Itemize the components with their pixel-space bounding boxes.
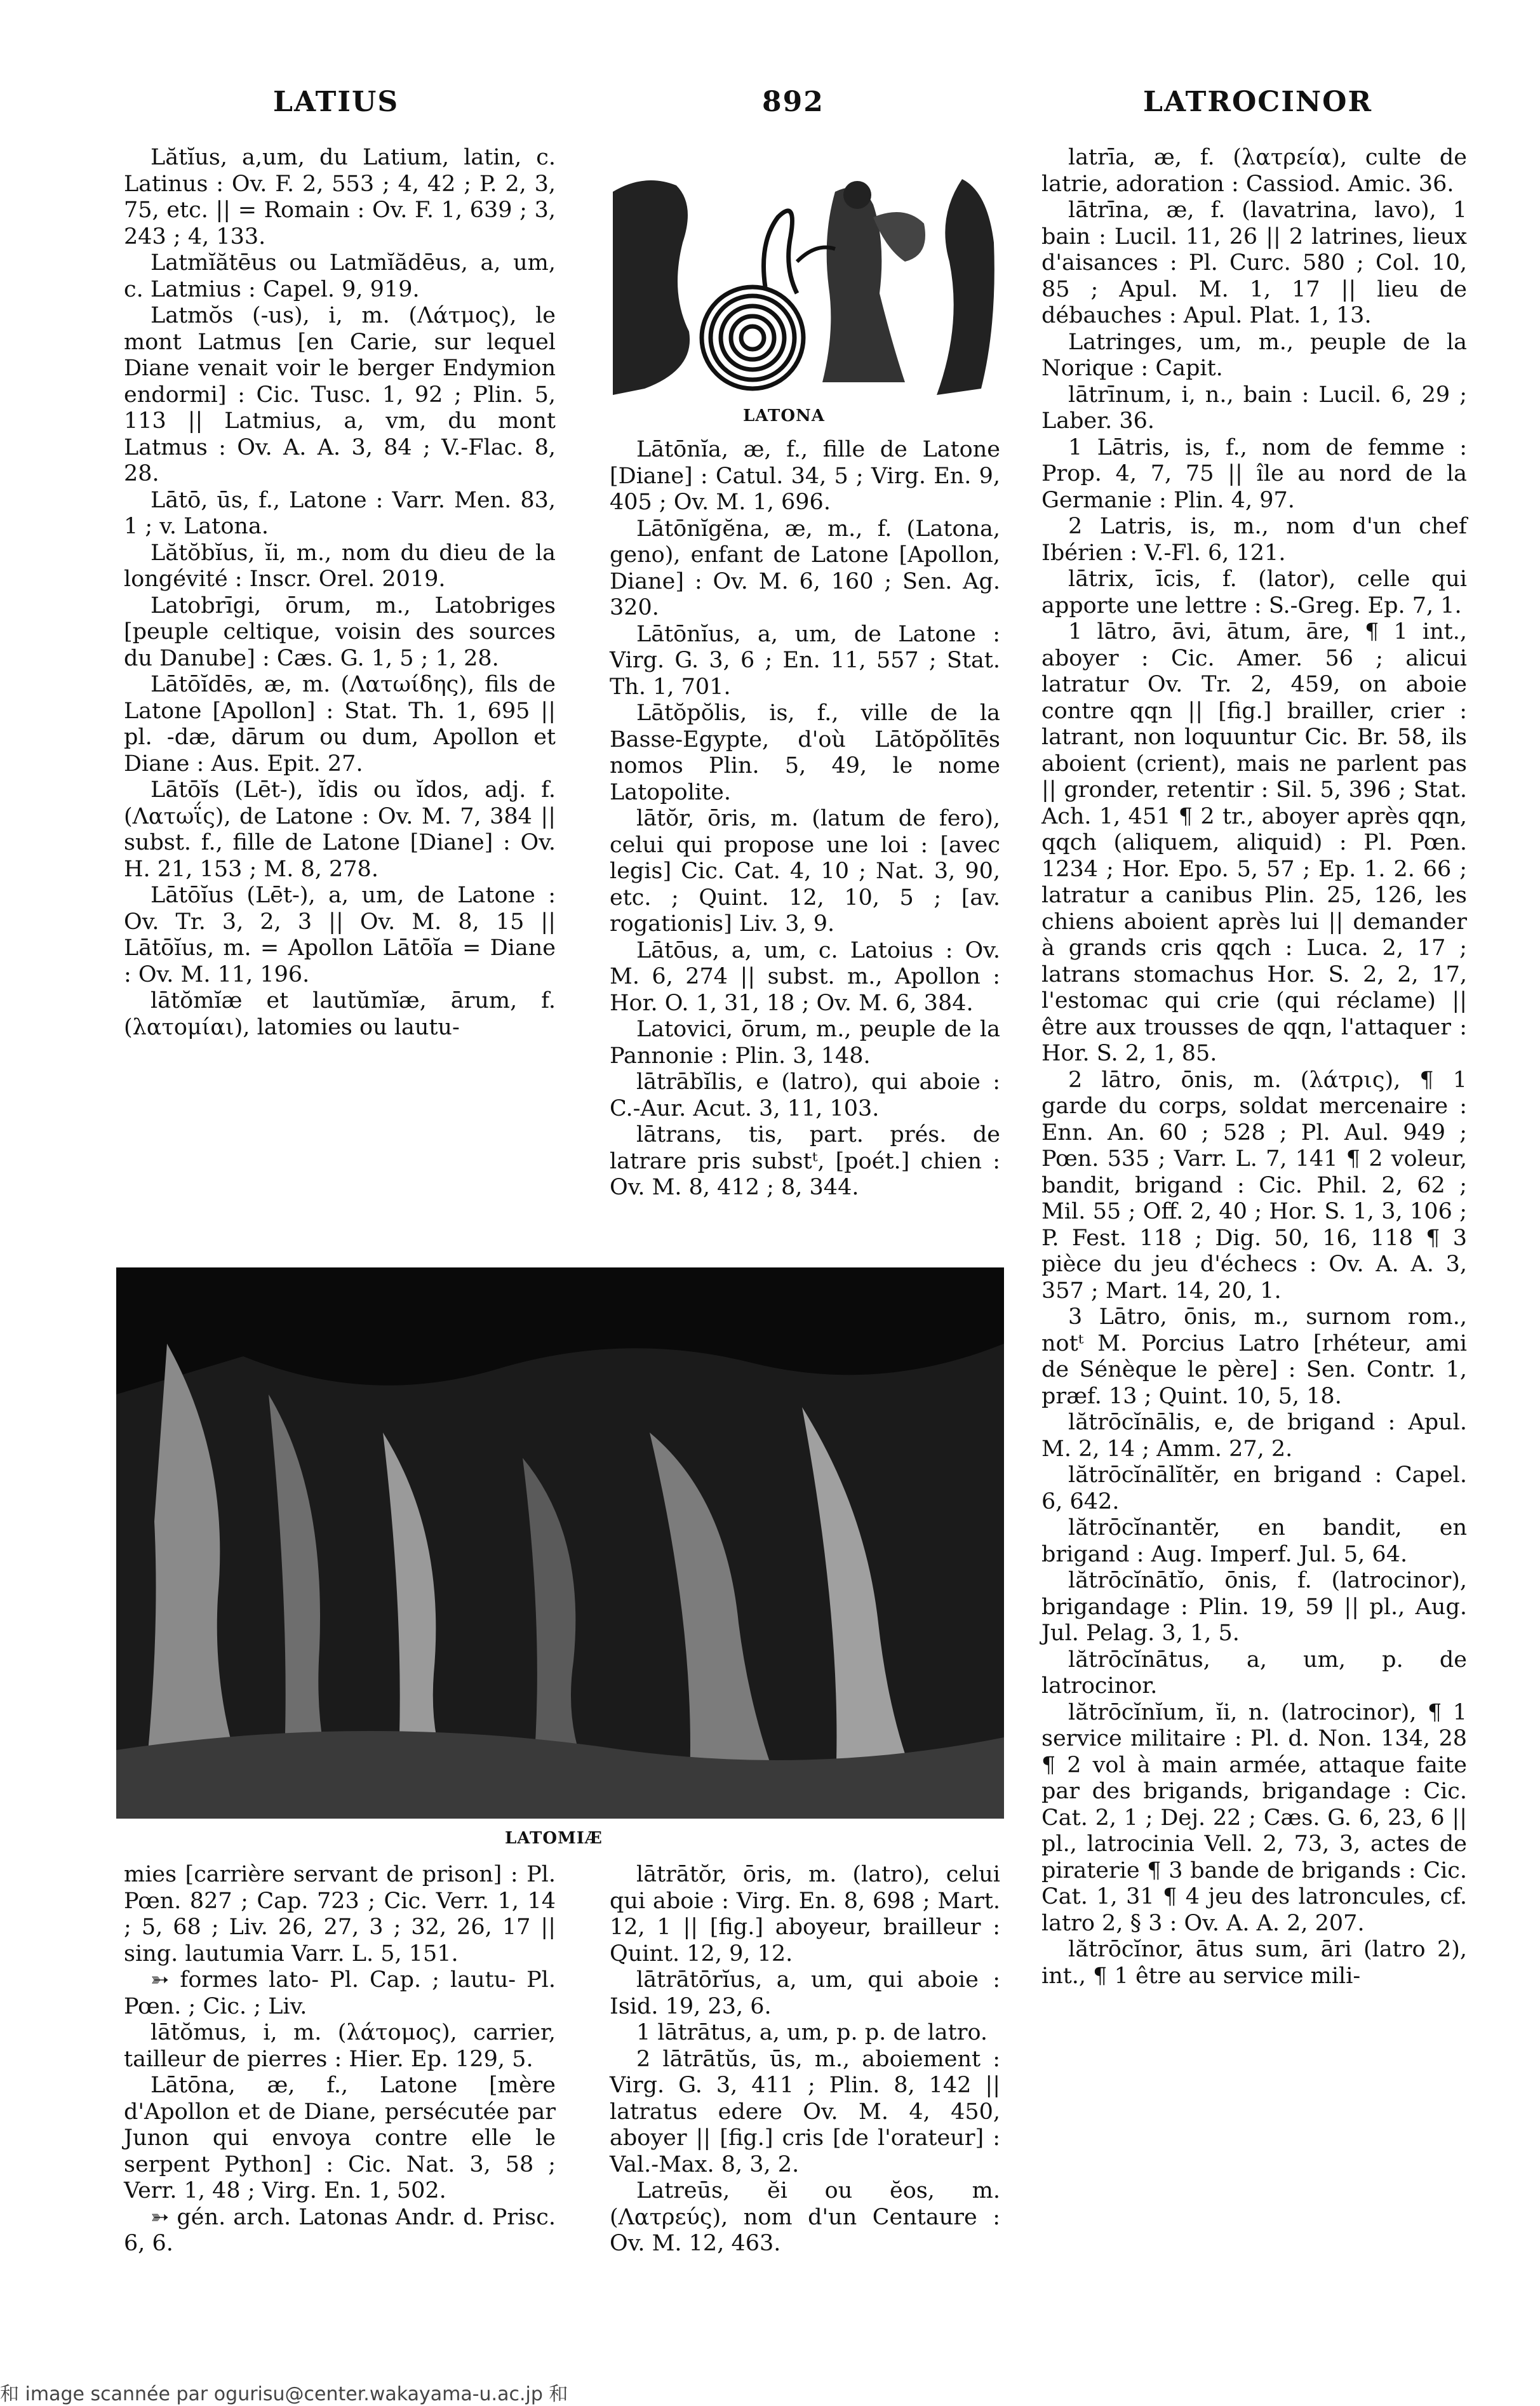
entry-latoides: Lātōĭdēs, æ, m. (Λατωίδης), fils de Latone [Apollon] : Stat. Th. 1, 695 || pl. -dæ, dārum ou dum, Apollon et Diane : Aus. Epit. 27.	[124, 672, 556, 777]
header-left-guideword: LATIUS	[273, 86, 399, 118]
entry-lator: lātŏr, ōris, m. (latum de fero), celui qui propose une loi : [avec legis] Cic. Cat. 4, 10 ; Nat. 3, 90, etc. ; Quint. 12, 10, 5 ; [av. rogationis] Liv. 3, 9.	[610, 806, 1000, 937]
column-middle-lower	[610, 1862, 1000, 2257]
latomiae-engraving	[116, 1267, 1004, 1819]
entry-latobius: Lătŏbĭus, ĭi, m., nom du dieu de la longévité : Inscr. Orel. 2019.	[124, 540, 556, 592]
entry-latro-3: 3 Lātro, ōnis, m., surnom rom., notᵗ M. Porcius Latro [rhéteur, ami de Sénèque le père] : Sen. Contr. 1, præf. 13 ; Quint. 10, 5, 18.	[1041, 1304, 1467, 1409]
column-middle-upper	[610, 437, 1000, 1201]
latona-illustration	[606, 166, 1001, 400]
entry-latrator: lātrātŏr, ōris, m. (latro), celui qui aboie : Virg. En. 8, 698 ; Mart. 12, 1 || [fig.] aboyeur, brailleur : Quint. 12, 9, 12.	[610, 1862, 1000, 1967]
entry-latrina: lātrīna, æ, f. (lavatrina, lavo), 1 bain : Lucil. 11, 26 || 2 latrines, lieux d'aisances : Pl. Curc. 580 ; Col. 10, 85 ; Apul. M. 1, 17 || lieu de débauches : Apul. Plat. 1, 13.	[1041, 197, 1467, 328]
entry-latrans: lātrans, tis, part. prés. de latrare pris substᵗ, [poét.] chien : Ov. M. 8, 412 ; 8, 344.	[610, 1122, 1000, 1200]
scan-credit-footer: 和 image scannée par ogurisu@center.wakayama-u.ac.jp 和	[0, 2383, 568, 2405]
entry-latrocinatio: lătrōcĭnātĭo, ōnis, f. (latrocinor), brigandage : Plin. 19, 59 || pl., Aug. Jul. Pelag. 3, 1, 5.	[1041, 1568, 1467, 1646]
entry-latobrigi: Latobrīgi, ōrum, m., Latobriges [peuple celtique, voisin des sources du Danube] : Cæs. G. 1, 5 ; 1, 28.	[124, 592, 556, 671]
header-right-guideword: LATROCINOR	[1143, 86, 1373, 118]
entry-latomus: lātŏmus, i, m. (λάτομος), carrier, tailleur de pierres : Hier. Ep. 129, 5.	[124, 2020, 556, 2072]
entry-latrocinium: lătrōcĭnĭum, ĭi, n. (latrocinor), ¶ 1 service militaire : Pl. d. Non. 134, 28 ¶ 2 vol à main armée, attaque faite par des brigands, brigandage : Cic. Cat. 2, 1 ; Dej. 22 ; Cæs. G. 6, 23, 6 || pl., latrocinia Vell. 2, 73, 3, actes de piraterie ¶ 3 bande de brigands : Cic. Cat. 1, 31 ¶ 4 jeu des latroncules, cf. latro 2, § 3 : Ov. A. A. 2, 207.	[1041, 1699, 1467, 1936]
entry-latrocinalis: lătrōcĭnālis, e, de brigand : Apul. M. 2, 14 ; Amm. 27, 2.	[1041, 1410, 1467, 1462]
entry-latrocinaliter: lătrōcĭnālĭtĕr, en brigand : Capel. 6, 642.	[1041, 1462, 1467, 1514]
entry-latomiae: lātŏmĭæ et lautŭmĭæ, ārum, f. (λατομίαι), latomies ou lautu-	[124, 988, 556, 1040]
entry-latonia: Lātōnĭa, æ, f., fille de Latone [Diane] : Catul. 34, 5 ; Virg. En. 9, 405 ; Ov. M. 1, 696.	[610, 437, 1000, 515]
entry-lato: Lātō, ūs, f., Latone : Varr. Men. 83, 1 ; v. Latona.	[124, 487, 556, 539]
note-gen-arch-latonas: ➳ gén. arch. Latonas Andr. d. Prisc. 6, 6.	[124, 2204, 556, 2256]
entry-latro-2: 2 lātro, ōnis, m. (λάτρις), ¶ 1 garde du corps, soldat mercenaire : Enn. An. 60 ; 528 ; Pl. Aul. 949 ; Pœn. 535 ; Varr. L. 7, 141 ¶ 2 voleur, bandit, brigand : Cic. Phil. 2, 62 ; Mil. 55 ; Off. 2, 40 ; Hor. S. 1, 3, 106 ; P. Fest. 118 ; Dig. 50, 16, 118 ¶ 3 pièce du jeu d'échecs : Ov. A. A. 3, 357 ; Mart. 14, 20, 1.	[1041, 1067, 1467, 1304]
entry-latrocinatus: lătrōcĭnātus, a, um, p. de latrocinor.	[1041, 1647, 1467, 1699]
entry-latrix: lātrix, īcis, f. (lator), celle qui apporte une lettre : S.-Greg. Ep. 7, 1.	[1041, 566, 1467, 618]
entry-latrinum: lātrīnum, i, n., bain : Lucil. 6, 29 ; Laber. 36.	[1041, 382, 1467, 434]
entry-latria: latrīa, æ, f. (λατρεία), culte de latrie, adoration : Cassiod. Amic. 36.	[1041, 145, 1467, 197]
page-number: 892	[762, 86, 824, 118]
latona-engraving	[606, 166, 1001, 400]
entry-latonigena: Lātōnĭgĕna, æ, m., f. (Latona, geno), enfant de Latone [Apollon, Diane] : Ov. M. 6, 160 ; Sen. Ag. 320.	[610, 516, 1000, 620]
entry-latonius: Lātōnĭus, a, um, de Latone : Virg. G. 3, 6 ; En. 11, 557 ; Stat. Th. 1, 701.	[610, 621, 1000, 700]
latomiae-caption: LATOMIÆ	[505, 1829, 603, 1848]
entry-latous: Lātōus, a, um, c. Latoius : Ov. M. 6, 274 || subst. m., Apollon : Hor. O. 1, 31, 18 ; Ov. M. 6, 384.	[610, 937, 1000, 1016]
entry-latro-1: 1 lātro, āvi, ātum, āre, ¶ 1 int., aboyer : Cic. Amer. 56 ; alicui latratur Ov. Tr. 2, 459, on aboie contre qqn || [fig.] brailler, crier : latrant, non loquuntur Cic. Br. 58, ils aboient (crient), mais ne parlent pas || gronder, retentir : Sil. 5, 396 ; Stat. Ach. 1, 451 ¶ 2 tr., aboyer après qqn, qqch (aliquem, aliquid) : Pl. Pœn. 1234 ; Hor. Epo. 5, 57 ; Ep. 1. 2. 66 ; latratur a canibus Plin. 25, 126, les chiens aboient après lui || demander à grands cris qqch : Luca. 2, 17 ; latrans stomachus Hor. S. 2, 2, 17, l'estomac qui crie (qui réclame) || être aux trousses de qqn, l'attaquer : Hor. S. 2, 1, 85.	[1041, 619, 1467, 1066]
entry-latius: Lătĭus, a,um, du Latium, latin, c. Latinus : Ov. F. 2, 553 ; 4, 42 ; P. 2, 3, 75, etc. || = Romain : Ov. F. 1, 639 ; 3, 243 ; 4, 133.	[124, 145, 556, 250]
latona-caption: LATONA	[743, 406, 825, 425]
entry-latris-2: 2 Latris, is, m., nom d'un chef Ibérien : V.-Fl. 6, 121.	[1041, 514, 1467, 566]
entry-latrocinor: lătrōcĭnor, ātus sum, āri (latro 2), int., ¶ 1 être au service mili-	[1041, 1937, 1467, 1989]
entry-latreus: Latreūs, ĕi ou ĕos, m. (Λατρεύς), nom d'un Centaure : Ov. M. 12, 463.	[610, 2178, 1000, 2256]
entry-latopolis: Lātŏpŏlis, is, f., ville de la Basse-Egypte, d'où Lātŏpŏlītēs nomos Plin. 5, 49, le nome Latopolite.	[610, 700, 1000, 805]
entry-latratus-2: 2 lātrātŭs, ūs, m., aboiement : Virg. G. 3, 411 ; Plin. 8, 142 || latratus edere Ov. M. 4, 450, aboyer || [fig.] cris [de l'orateur] : Val.-Max. 8, 3, 2.	[610, 2046, 1000, 2177]
column-left-upper	[124, 145, 556, 1041]
entry-latoius: Lātōĭus (Lēt-), a, um, de Latone : Ov. Tr. 3, 2, 3 || Ov. M. 8, 15 || Lātōĭus, m. = Apollon Lātōĭa = Diane : Ov. M. 11, 196.	[124, 883, 556, 987]
entry-latringes: Latringes, um, m., peuple de la Norique : Capit.	[1041, 329, 1467, 381]
entry-latrocinanter: lătrōcĭnantĕr, en bandit, en brigand : Aug. Imperf. Jul. 5, 64.	[1041, 1515, 1467, 1567]
entry-latrabilis: lātrābĭlis, e (latro), qui aboie : C.-Aur. Acut. 3, 11, 103.	[610, 1069, 1000, 1121]
entry-latmos: Latmŏs (-us), i, m. (Λάτμος), le mont Latmus [en Carie, sur lequel Diane venait voir le berger Endymion endormi] : Cic. Tusc. 1, 92 ; Plin. 5, 113 || Latmius, a, vm, du mont Latmus : Ov. A. A. 3, 84 ; V.-Flac. 8, 28.	[124, 303, 556, 486]
entry-latratus-1: 1 lātrātus, a, um, p. p. de latro.	[636, 2020, 988, 2045]
entry-latmiateus: Latmĭătēus ou Latmĭădēus, a, um, c. Latmius : Capel. 9, 919.	[124, 250, 556, 302]
note-formes-lato: ➳ formes lato- Pl. Cap. ; lautu- Pl. Pœn. ; Cic. ; Liv.	[124, 1967, 556, 2019]
entry-latovici: Latovici, ōrum, m., peuple de la Pannonie : Plin. 3, 148.	[610, 1017, 1000, 1069]
entry-latris-1: 1 Lātris, is, f., nom de femme : Prop. 4, 7, 75 || île au nord de la Germanie : Plin. 4, 97.	[1041, 434, 1467, 513]
entry-latratorius: lātrātōrĭus, a, um, qui aboie : Isid. 19, 23, 6.	[610, 1967, 1000, 2019]
column-left-lower	[124, 1862, 556, 2257]
latomiae-illustration	[116, 1267, 1004, 1819]
entry-latona: Lātōna, æ, f., Latone [mère d'Apollon et de Diane, persécutée par Junon qui envoya contre elle le serpent Python] : Cic. Nat. 3, 58 ; Verr. 1, 48 ; Virg. En. 1, 502.	[124, 2073, 556, 2203]
entry-latomiae-cont: mies [carrière servant de prison] : Pl. Pœn. 827 ; Cap. 723 ; Cic. Verr. 1, 14 ; 5, 68 ; Liv. 26, 27, 3 ; 32, 26, 17 || sing. lautumia Varr. L. 5, 151.	[124, 1862, 556, 1967]
column-right	[1041, 145, 1467, 1989]
entry-latois: Lātōĭs (Lēt-), ĭdis ou ĭdos, adj. f. (Λατωΐς), de Latone : Ov. M. 7, 384 || subst. f., fille de Latone [Diane] : Ov. H. 21, 153 ; M. 8, 278.	[124, 777, 556, 882]
